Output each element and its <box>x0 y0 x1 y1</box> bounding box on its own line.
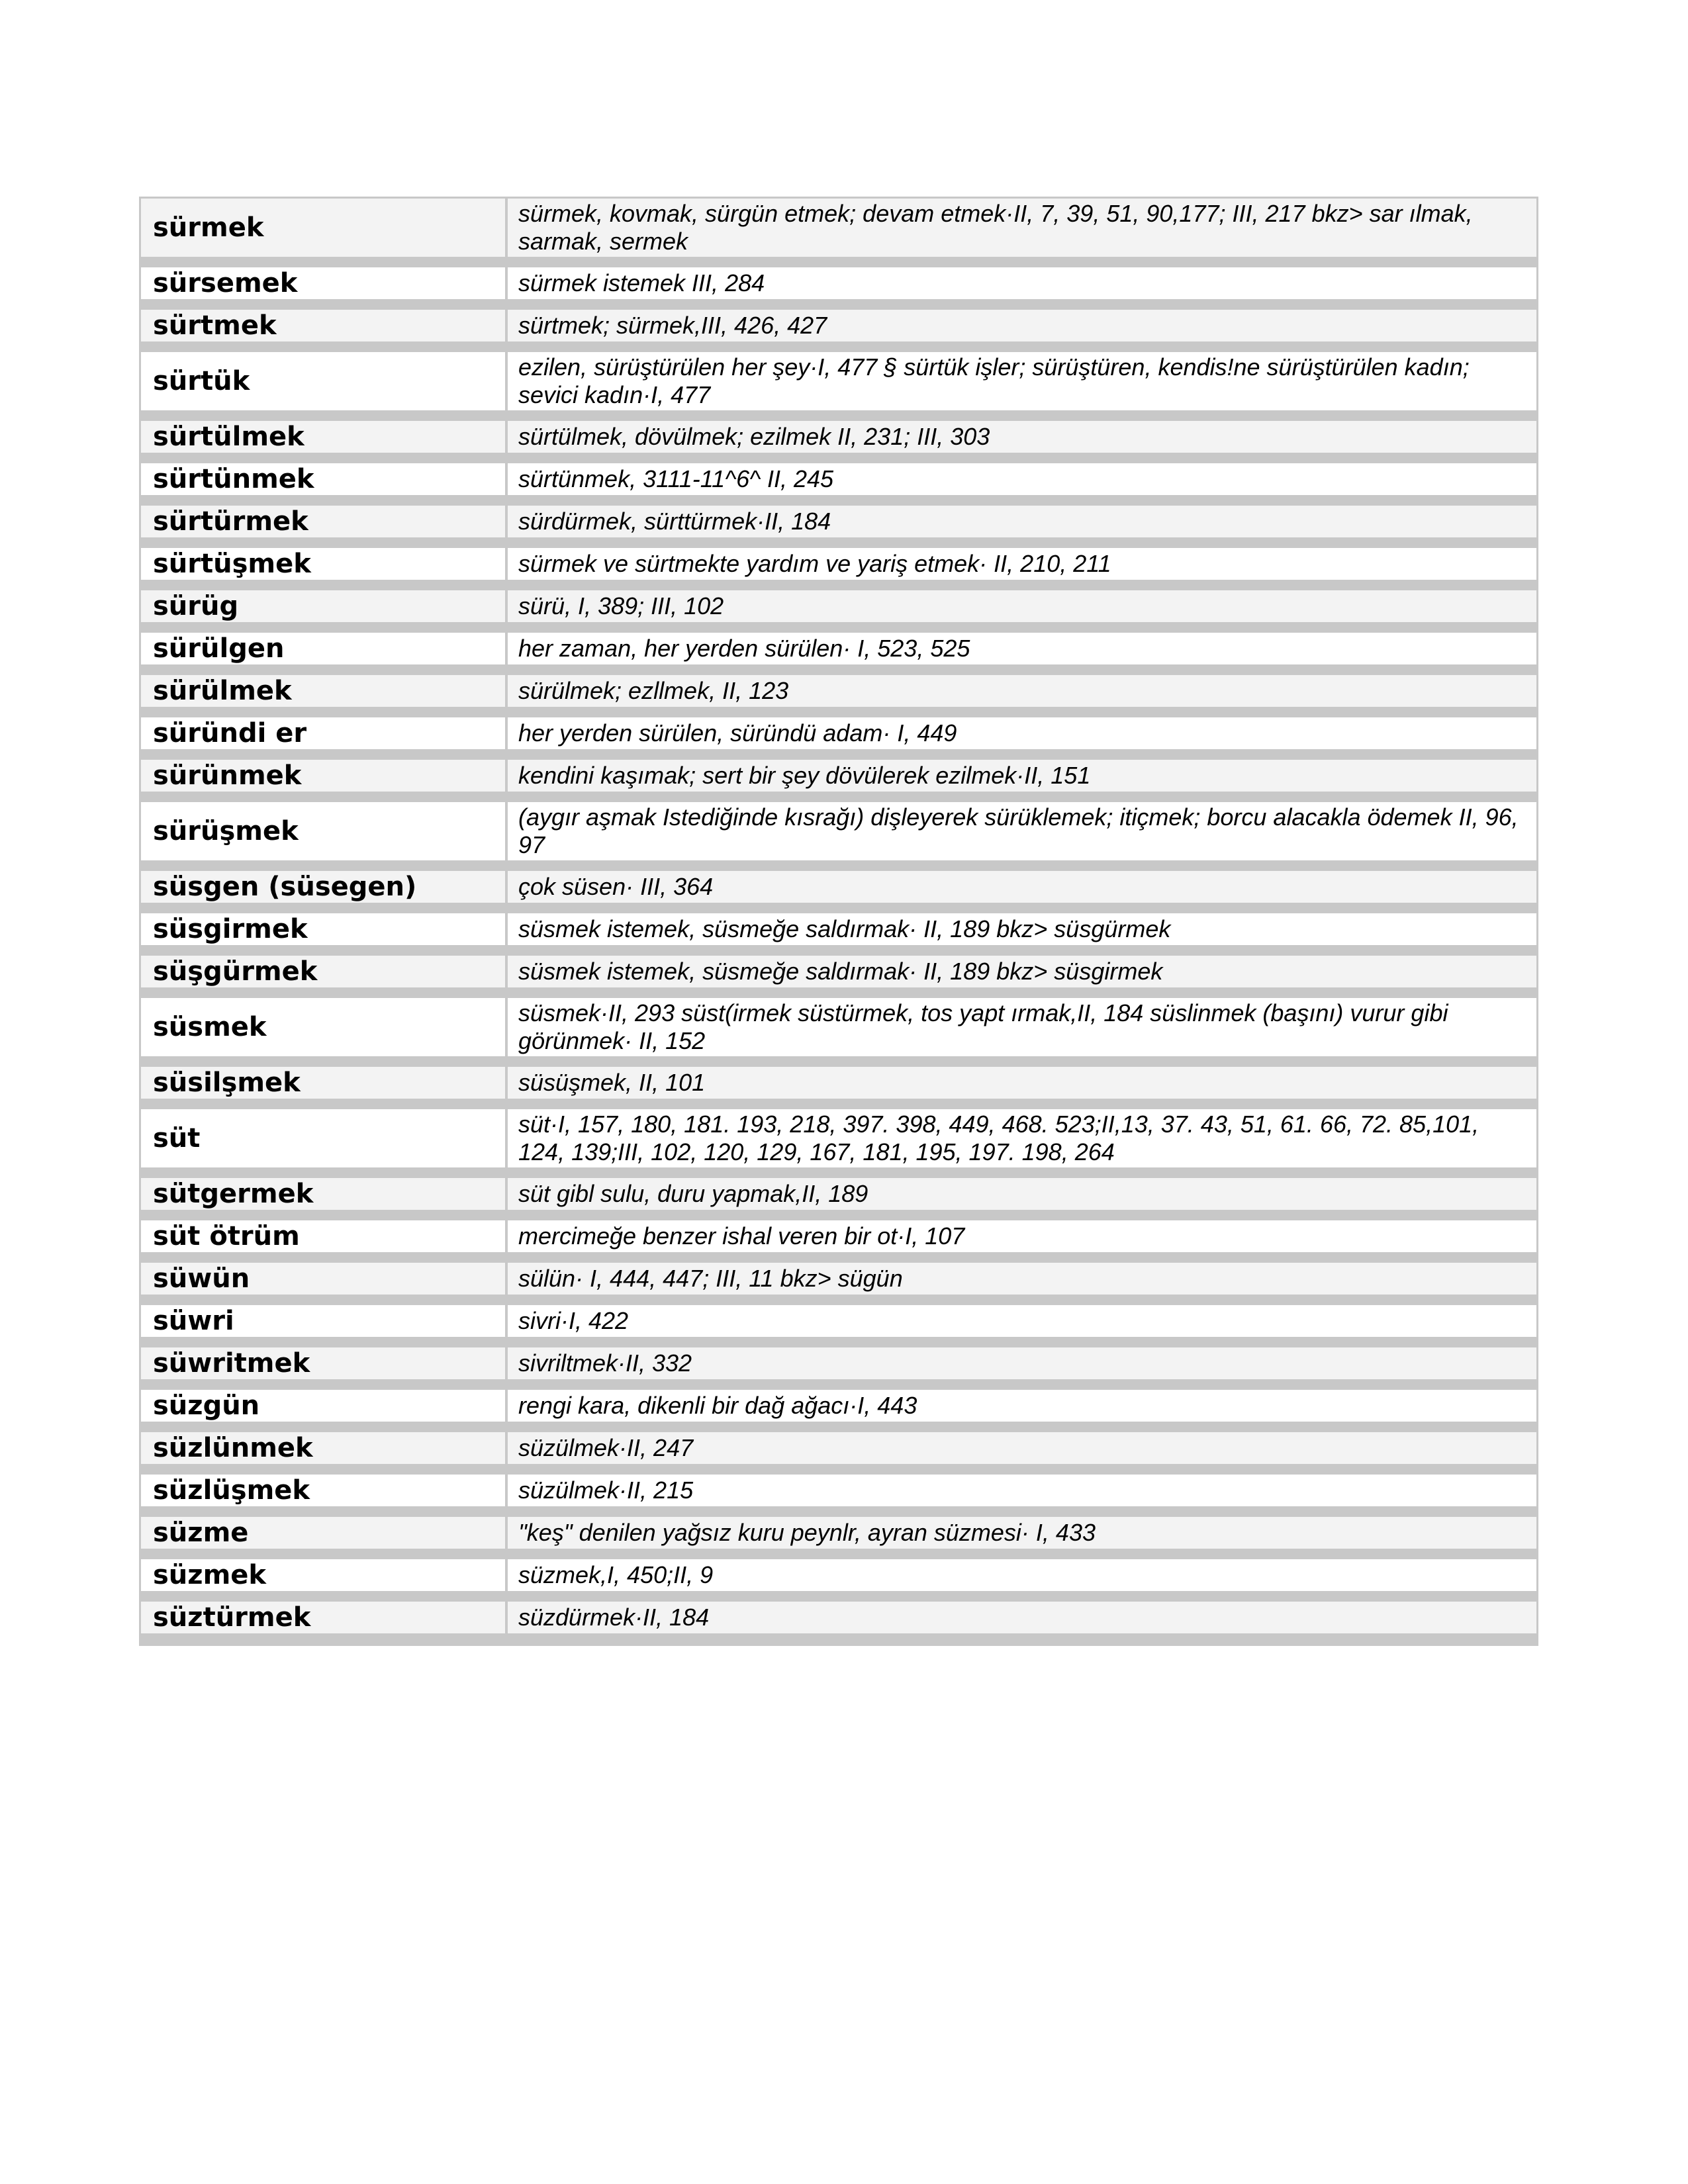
entry-word: sürülmek <box>141 675 508 717</box>
entry-definition: sürdürmek, sürttürmek·II, 184 <box>508 506 1536 548</box>
entry-definition: çok süsen· III, 364 <box>508 871 1536 913</box>
entry-word: süzgün <box>141 1390 508 1432</box>
entry-word: süsmek <box>141 998 508 1067</box>
entry-word: süwri <box>141 1305 508 1347</box>
table-row <box>141 310 1536 352</box>
entry-word: süsilşmek <box>141 1067 508 1109</box>
table-row <box>141 760 1536 802</box>
entry-word: süwün <box>141 1263 508 1305</box>
table-row <box>141 1432 1536 1475</box>
entry-word: süwritmek <box>141 1347 508 1390</box>
entry-definition: süsmek istemek, süsmeğe saldırmak· II, 189 bkz> süsgürmek <box>508 913 1536 956</box>
table-row <box>141 267 1536 310</box>
table-row <box>141 1347 1536 1390</box>
entry-definition: ezilen, sürüştürülen her şey·I, 477 § sürtük işler; sürüştüren, kendis!ne sürüştürülen kadın; sevici kadın·I, 477 <box>508 352 1536 421</box>
entry-definition: sülün· I, 444, 447; III, 11 bkz> sügün <box>508 1263 1536 1305</box>
entry-word: süzlüşmek <box>141 1475 508 1517</box>
entry-word: sürüşmek <box>141 802 508 871</box>
entry-word: sürünmek <box>141 760 508 802</box>
entry-word: sürtülmek <box>141 421 508 463</box>
entry-definition: süt·I, 157, 180, 181. 193, 218, 397. 398, 449, 468. 523;II,13, 37. 43, 51, 61. 66, 72. 85,101, 124, 139;III, 102, 120, 129, 167, 181, 195, 197. 198, 264 <box>508 1109 1536 1178</box>
entry-word: sürtük <box>141 352 508 421</box>
entry-definition: sürmek ve sürtmekte yardım ve yariş etmek· II, 210, 211 <box>508 548 1536 590</box>
entry-word: süt ötrüm <box>141 1220 508 1263</box>
table-row <box>141 1517 1536 1559</box>
entry-definition: (aygır aşmak Istediğinde kısrağı) dişleyerek sürüklemek; itiçmek; borcu alacakla ödemek II, 96, 97 <box>508 802 1536 871</box>
table-row <box>141 1475 1536 1517</box>
entry-word: sürtünmek <box>141 463 508 506</box>
table-row <box>141 1602 1536 1644</box>
table-row <box>141 675 1536 717</box>
entry-definition: sürtünmek, 3111-11^6^ II, 245 <box>508 463 1536 506</box>
table-row <box>141 421 1536 463</box>
table-row <box>141 1109 1536 1178</box>
entry-definition: mercimeğe benzer ishal veren bir ot·I, 107 <box>508 1220 1536 1263</box>
entry-definition: süzülmek·II, 247 <box>508 1432 1536 1475</box>
entry-definition: sivri·I, 422 <box>508 1305 1536 1347</box>
entry-definition: süsmek istemek, süsmeğe saldırmak· II, 189 bkz> süsgirmek <box>508 956 1536 998</box>
table-row <box>141 1559 1536 1602</box>
entry-word: süzlünmek <box>141 1432 508 1475</box>
entry-word: süründi er <box>141 717 508 760</box>
entry-definition: süsüşmek, II, 101 <box>508 1067 1536 1109</box>
table-row <box>141 1220 1536 1263</box>
entry-definition: "keş" denilen yağsız kuru peynlr, ayran süzmesi· I, 433 <box>508 1517 1536 1559</box>
entry-definition: süt gibl sulu, duru yapmak,II, 189 <box>508 1178 1536 1220</box>
table-row <box>141 1178 1536 1220</box>
entry-definition: sürü, I, 389; III, 102 <box>508 590 1536 633</box>
table-row <box>141 548 1536 590</box>
entry-word: süsgen (süsegen) <box>141 871 508 913</box>
table-row <box>141 1263 1536 1305</box>
entry-word: süşgürmek <box>141 956 508 998</box>
table-row <box>141 633 1536 675</box>
entry-word: sürüg <box>141 590 508 633</box>
entry-definition: sürmek istemek III, 284 <box>508 267 1536 310</box>
entry-definition: süzülmek·II, 215 <box>508 1475 1536 1517</box>
entry-word: sürülgen <box>141 633 508 675</box>
table-row <box>141 871 1536 913</box>
table-row <box>141 590 1536 633</box>
table-row <box>141 956 1536 998</box>
entry-word: sürtmek <box>141 310 508 352</box>
entry-word: sürsemek <box>141 267 508 310</box>
entry-word: süzme <box>141 1517 508 1559</box>
entry-definition: rengi kara, dikenli bir dağ ağacı·I, 443 <box>508 1390 1536 1432</box>
entry-definition: kendini kaşımak; sert bir şey dövülerek ezilmek·II, 151 <box>508 760 1536 802</box>
table-row <box>141 913 1536 956</box>
entry-word: süztürmek <box>141 1602 508 1644</box>
entry-definition: sürtmek; sürmek,III, 426, 427 <box>508 310 1536 352</box>
table-row <box>141 506 1536 548</box>
entry-word: sürmek <box>141 199 508 267</box>
table-row <box>141 463 1536 506</box>
entry-definition: sivriltmek·II, 332 <box>508 1347 1536 1390</box>
entry-word: süt <box>141 1109 508 1178</box>
table-row <box>141 802 1536 871</box>
table-row <box>141 998 1536 1067</box>
entry-word: süzmek <box>141 1559 508 1602</box>
table-row <box>141 352 1536 421</box>
entry-definition: süzmek,I, 450;II, 9 <box>508 1559 1536 1602</box>
entry-word: sütgermek <box>141 1178 508 1220</box>
entry-word: süsgirmek <box>141 913 508 956</box>
dictionary-table <box>139 197 1538 1646</box>
entry-definition: sürülmek; ezllmek, II, 123 <box>508 675 1536 717</box>
table-row <box>141 199 1536 267</box>
table-row <box>141 1305 1536 1347</box>
entry-definition: her zaman, her yerden sürülen· I, 523, 525 <box>508 633 1536 675</box>
entry-definition: her yerden sürülen, süründü adam· I, 449 <box>508 717 1536 760</box>
entry-word: sürtüşmek <box>141 548 508 590</box>
table-row <box>141 1390 1536 1432</box>
entry-definition: sürmek, kovmak, sürgün etmek; devam etmek·II, 7, 39, 51, 90,177; III, 217 bkz> sar ılmak, sarmak, sermek <box>508 199 1536 267</box>
table-row <box>141 717 1536 760</box>
entry-word: sürtürmek <box>141 506 508 548</box>
entry-definition: süzdürmek·II, 184 <box>508 1602 1536 1644</box>
entry-definition: süsmek·II, 293 süst(irmek süstürmek, tos yapt ırmak,II, 184 süslinmek (başını) vurur gibi görünmek· II, 152 <box>508 998 1536 1067</box>
table-row <box>141 1067 1536 1109</box>
entry-definition: sürtülmek, dövülmek; ezilmek II, 231; III, 303 <box>508 421 1536 463</box>
